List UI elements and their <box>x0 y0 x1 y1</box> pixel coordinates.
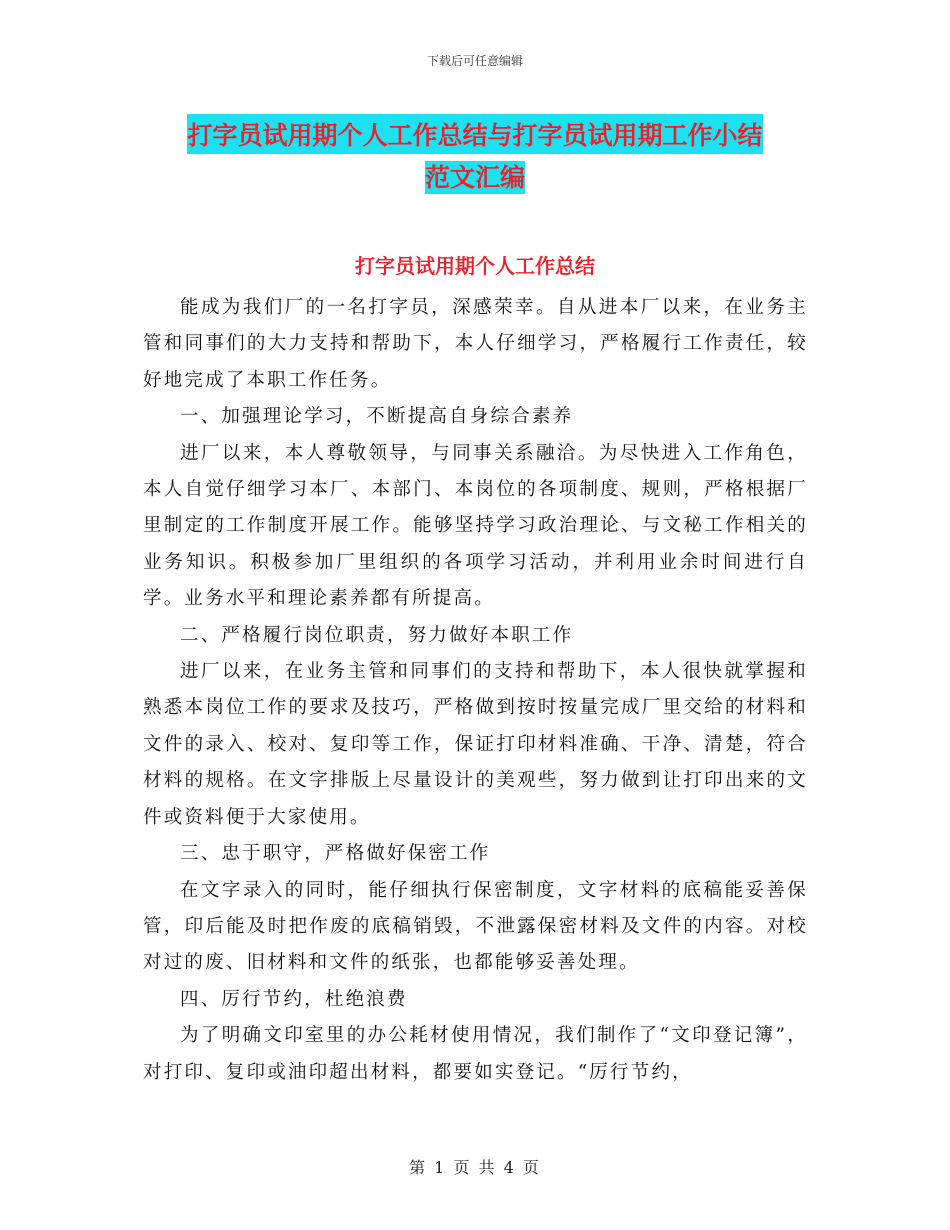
section-heading: 二、严格履行岗位职责，努力做好本职工作 <box>180 624 574 646</box>
paragraph: 能成为我们厂的一名打字员，深感荣幸。自从进本厂以来，在业务主管和同事们的大力支持和帮助下，本人仔细学习，严格履行工作责任，较好地完成了本职工作任务。 <box>143 297 808 391</box>
document-title-line-2 <box>0 158 950 194</box>
paragraph: 在文字录入的同时，能仔细执行保密制度，文字材料的底稿能妥善保管，印后能及时把作废的底稿销毁，不泄露保密材料及文件的内容。对校对过的废、旧材料和文件的纸张，也都能够妥善处理。 <box>143 879 808 974</box>
document-body <box>143 290 808 1091</box>
page-footer: 第 1 页 共 4 页 <box>409 1158 541 1177</box>
section-heading: 四、厉行节约，杜绝浪费 <box>180 988 408 1010</box>
section-title: 打字员试用期个人工作总结 <box>355 254 595 278</box>
title-line-2-text: 范文汇编 <box>424 163 525 192</box>
document-title-line-1 <box>0 114 950 154</box>
section-heading: 一、加强理论学习，不断提高自身综合素养 <box>180 406 574 428</box>
title-line-1-text: 打字员试用期个人工作总结与打字员试用期工作小结 <box>187 114 762 154</box>
paragraph: 进厂以来，本人尊敬领导，与同事关系融洽。为尽快进入工作角色，本人自觉仔细学习本厂、本部门、本岗位的各项制度、规则，严格根据厂里制定的工作制度开展工作。能够坚持学习政治理论、与文秘工作相关的业务知识。积极参加厂里组织的各项学习活动，并利用业余时间进行自学。业务水平和理论素养都有所提高。 <box>143 442 808 610</box>
paragraph: 为了明确文印室里的办公耗材使用情况，我们制作了“文印登记簿”，对打印、复印或油印超出材料，都要如实登记。“厉行节约， <box>143 1025 808 1083</box>
header-note: 下载后可任意编辑 <box>426 54 523 68</box>
section-heading: 三、忠于职守，严格做好保密工作 <box>180 843 491 865</box>
paragraph: 进厂以来，在业务主管和同事们的支持和帮助下，本人很快就掌握和熟悉本岗位工作的要求及技巧，严格做到按时按量完成厂里交给的材料和文件的录入、校对、复印等工作，保证打印材料准确、干净、清楚，符合材料的规格。在文字排版上尽量设计的美观些，努力做到让打印出来的文件或资料便于大家使用。 <box>143 661 808 828</box>
